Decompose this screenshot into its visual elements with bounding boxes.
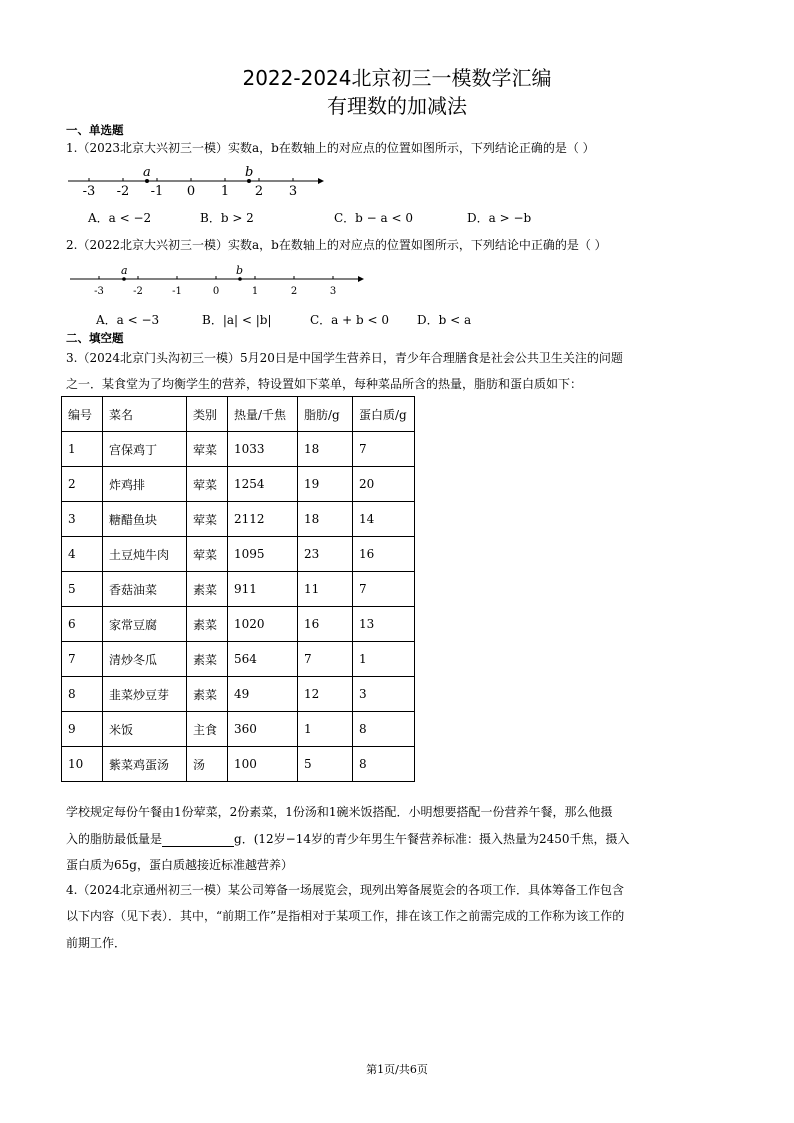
table-cell: 土豆炖牛肉 <box>103 537 187 572</box>
table-row <box>62 467 415 502</box>
q2-label-a: a <box>121 264 128 277</box>
table-cell: 7 <box>353 572 415 607</box>
table-header-cell: 脂肪/g <box>298 397 353 432</box>
table-cell: 3 <box>62 502 103 537</box>
table-cell: 8 <box>353 712 415 747</box>
table-cell: 911 <box>228 572 298 607</box>
q4-line1: 4.（2024北京通州初三一模）某公司筹备一场展览会，现列出筹备展览会的各项工作．具体筹备工作包含 <box>66 883 624 897</box>
q2-option-a: A．a < −3 <box>96 313 160 327</box>
answer-blank <box>162 834 234 847</box>
q3-after-line3: 蛋白质为65g，蛋白质越接近标准越营养） <box>66 858 293 872</box>
table-cell: 5 <box>62 572 103 607</box>
table-cell: 18 <box>298 432 353 467</box>
q2-point-b <box>238 277 242 281</box>
menu-table <box>61 396 415 782</box>
table-cell: 素菜 <box>187 677 228 712</box>
table-cell: 宫保鸡丁 <box>103 432 187 467</box>
table-cell: 1033 <box>228 432 298 467</box>
table-cell: 荤菜 <box>187 502 228 537</box>
q3-after-line2 <box>66 830 630 847</box>
table-cell: 14 <box>353 502 415 537</box>
table-cell: 12 <box>298 677 353 712</box>
table-cell: 8 <box>62 677 103 712</box>
q1-tick-label: 2 <box>254 184 264 199</box>
table-cell: 主食 <box>187 712 228 747</box>
q2-label-b: b <box>236 264 244 277</box>
table-row <box>62 712 415 747</box>
table-cell: 米饭 <box>103 712 187 747</box>
table-cell: 360 <box>228 712 298 747</box>
table-header-cell: 编号 <box>62 397 103 432</box>
table-cell: 16 <box>298 607 353 642</box>
table-cell: 100 <box>228 747 298 782</box>
table-cell: 韭菜炒豆芽 <box>103 677 187 712</box>
q1-tick-label: 1 <box>220 184 230 199</box>
q4-line3: 前期工作． <box>66 936 127 950</box>
q2-tick-label: -3 <box>94 286 104 297</box>
table-row <box>62 432 415 467</box>
table-cell: 7 <box>353 432 415 467</box>
table-cell: 1254 <box>228 467 298 502</box>
table-cell: 2112 <box>228 502 298 537</box>
table-cell: 家常豆腐 <box>103 607 187 642</box>
table-cell: 清炒冬瓜 <box>103 642 187 677</box>
q1-tick-label: -3 <box>82 184 96 199</box>
table-cell: 汤 <box>187 747 228 782</box>
q2-tick-label: 2 <box>290 286 298 297</box>
table-cell: 13 <box>353 607 415 642</box>
q1-tick-label: -1 <box>150 184 164 199</box>
q2-tick-label: -1 <box>172 286 182 297</box>
q3-stem-line1: 3.（2024北京门头沟初三一模）5月20日是中国学生营养日，青少年合理膳食是社会公共卫生关注的问题 <box>66 351 623 365</box>
q1-option-c: C．b − a < 0 <box>334 211 414 225</box>
table-header-cell: 类别 <box>187 397 228 432</box>
q3-after-line2-b: g．(12岁−14岁的青少年男生午餐营养标准：摄入热量为2450千焦，摄入 <box>234 832 630 846</box>
q1-option-b: B．b > 2 <box>200 211 254 225</box>
table-header-cell: 热量/千焦 <box>228 397 298 432</box>
table-row <box>62 537 415 572</box>
table-cell: 18 <box>298 502 353 537</box>
table-header-cell: 菜名 <box>103 397 187 432</box>
q1-tick-label: 3 <box>288 184 298 199</box>
q1-tick-label: 0 <box>186 184 196 199</box>
q1-option-d: D．a > −b <box>467 211 532 225</box>
table-row <box>62 642 415 677</box>
q2-option-d: D．b < a <box>417 313 472 327</box>
table-cell: 炸鸡排 <box>103 467 187 502</box>
q3-after-line1: 学校规定每份午餐由1份荤菜，2份素菜，1份汤和1碗米饭搭配．小明想要搭配一份营养午餐，那么他摄 <box>66 805 613 819</box>
table-row <box>62 502 415 537</box>
q1-option-a: A．a < −2 <box>88 211 152 225</box>
table-cell: 荤菜 <box>187 467 228 502</box>
table-cell: 紫菜鸡蛋汤 <box>103 747 187 782</box>
page-footer: 第1页/共6页 <box>366 1063 428 1076</box>
q1-stem: 1.（2023北京大兴初三一模）实数a，b在数轴上的对应点的位置如图所示，下列结论正确的是（ ） <box>66 141 595 155</box>
q2-number-line <box>66 262 366 298</box>
table-cell: 荤菜 <box>187 432 228 467</box>
table-cell: 1020 <box>228 607 298 642</box>
q2-tick-label: 3 <box>329 286 337 297</box>
table-cell: 1 <box>298 712 353 747</box>
q2-tick-label: -2 <box>133 286 143 297</box>
table-cell: 10 <box>62 747 103 782</box>
q2-tick-label: 0 <box>212 286 220 297</box>
table-row <box>62 572 415 607</box>
table-header-cell: 蛋白质/g <box>353 397 415 432</box>
q2-stem: 2.（2022北京大兴初三一模）实数a，b在数轴上的对应点的位置如图所示，下列结论中正确的是（ ） <box>66 238 607 252</box>
q1-number-line <box>66 164 326 200</box>
q2-point-a <box>122 277 126 281</box>
table-cell: 8 <box>353 747 415 782</box>
table-cell: 9 <box>62 712 103 747</box>
table-row <box>62 747 415 782</box>
table-cell: 1 <box>62 432 103 467</box>
table-row <box>62 677 415 712</box>
table-cell: 1 <box>353 642 415 677</box>
table-cell: 16 <box>353 537 415 572</box>
table-cell: 4 <box>62 537 103 572</box>
q2-option-c: C．a + b < 0 <box>310 313 390 327</box>
q2-option-b: B．|a| < |b| <box>202 313 272 327</box>
table-cell: 11 <box>298 572 353 607</box>
q1-label-b: b <box>245 165 254 180</box>
table-cell: 19 <box>298 467 353 502</box>
table-cell: 7 <box>62 642 103 677</box>
table-cell: 6 <box>62 607 103 642</box>
table-cell: 2 <box>62 467 103 502</box>
q4-line2: 以下内容（见下表）．其中，“前期工作”是指相对于某项工作，排在该工作之前需完成的工作称为该工作的 <box>66 909 625 923</box>
table-cell: 564 <box>228 642 298 677</box>
table-header-row <box>62 397 415 432</box>
q3-after-line2-a: 入的脂肪最低量是 <box>66 832 163 846</box>
section-fill-blank: 二、填空题 <box>66 331 124 345</box>
table-cell: 香菇油菜 <box>103 572 187 607</box>
page-title: 2022-2024北京初三一模数学汇编 <box>242 66 552 90</box>
table-row <box>62 607 415 642</box>
table-cell: 荤菜 <box>187 537 228 572</box>
table-cell: 素菜 <box>187 572 228 607</box>
table-cell: 7 <box>298 642 353 677</box>
table-cell: 49 <box>228 677 298 712</box>
table-cell: 1095 <box>228 537 298 572</box>
table-cell: 5 <box>298 747 353 782</box>
q1-tick-label: -2 <box>116 184 130 199</box>
table-cell: 糖醋鱼块 <box>103 502 187 537</box>
q1-label-a: a <box>143 165 151 180</box>
page-subtitle: 有理数的加减法 <box>327 94 467 118</box>
table-cell: 素菜 <box>187 642 228 677</box>
table-cell: 23 <box>298 537 353 572</box>
q2-tick-label: 1 <box>251 286 259 297</box>
table-cell: 20 <box>353 467 415 502</box>
q3-stem-line2: 之一．某食堂为了均衡学生的营养，特设置如下菜单，每种菜品所含的热量，脂肪和蛋白质如下： <box>66 377 583 391</box>
table-cell: 素菜 <box>187 607 228 642</box>
section-single-choice: 一、单选题 <box>66 123 124 137</box>
table-cell: 3 <box>353 677 415 712</box>
